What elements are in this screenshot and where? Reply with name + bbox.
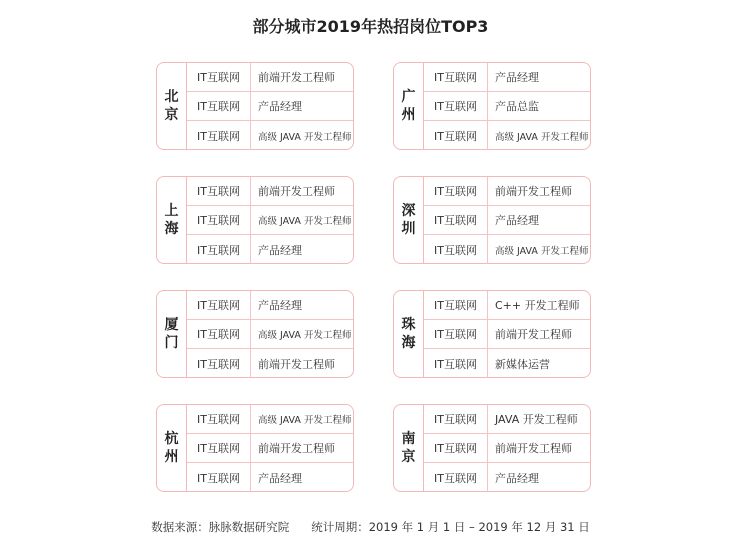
job-list bbox=[186, 405, 353, 491]
job-list bbox=[423, 63, 590, 149]
job-title: 高级 JAVA 开发工程师 bbox=[495, 245, 589, 257]
job-list bbox=[423, 177, 590, 263]
job-row bbox=[424, 177, 590, 206]
job-title: C++ 开发工程师 bbox=[495, 299, 580, 312]
data-source: 数据来源：脉脉数据研究院 bbox=[151, 520, 290, 534]
job-title: 产品总监 bbox=[495, 100, 539, 113]
industry-label: IT互联网 bbox=[187, 463, 251, 492]
footer bbox=[0, 519, 741, 535]
job-row bbox=[424, 121, 590, 150]
job-list bbox=[423, 291, 590, 377]
city-name bbox=[394, 291, 423, 377]
job-title: 前端开发工程师 bbox=[258, 185, 335, 198]
city-char: 南 bbox=[401, 431, 416, 447]
industry-label: IT互联网 bbox=[187, 121, 251, 150]
city-name bbox=[394, 63, 423, 149]
page-title: 部分城市2019年热招岗位TOP3 bbox=[252, 17, 489, 36]
job-row bbox=[187, 206, 353, 235]
job-row bbox=[187, 121, 353, 150]
job-title: 产品经理 bbox=[258, 299, 302, 312]
city-char: 上 bbox=[164, 203, 179, 219]
job-row bbox=[424, 206, 590, 235]
job-title: 高级 JAVA 开发工程师 bbox=[258, 330, 352, 341]
job-row bbox=[424, 63, 590, 92]
city-char: 门 bbox=[164, 335, 179, 351]
job-title: 高级 JAVA 开发工程师 bbox=[258, 415, 352, 426]
job-title: 前端开发工程师 bbox=[495, 185, 572, 198]
job-row bbox=[424, 405, 590, 434]
job-title: 产品经理 bbox=[495, 71, 539, 84]
industry-label: IT互联网 bbox=[424, 235, 488, 264]
job-row bbox=[187, 63, 353, 92]
industry-label: IT互联网 bbox=[424, 206, 488, 234]
job-row bbox=[187, 177, 353, 206]
city-card bbox=[156, 404, 354, 492]
job-row bbox=[187, 235, 353, 264]
industry-label: IT互联网 bbox=[424, 434, 488, 462]
job-row bbox=[187, 291, 353, 320]
job-row bbox=[424, 235, 590, 264]
city-char: 杭 bbox=[164, 431, 179, 447]
city-char: 北 bbox=[164, 89, 179, 105]
industry-label: IT互联网 bbox=[424, 177, 488, 205]
job-title: 产品经理 bbox=[495, 471, 539, 485]
stat-period: 统计周期：2019 年 1 月 1 日 – 2019 年 12 月 31 日 bbox=[311, 520, 590, 534]
job-row bbox=[187, 434, 353, 463]
job-row bbox=[187, 463, 353, 492]
city-card bbox=[393, 404, 591, 492]
job-title: 前端开发工程师 bbox=[258, 357, 335, 371]
job-title: 前端开发工程师 bbox=[495, 328, 572, 341]
industry-label: IT互联网 bbox=[187, 235, 251, 264]
city-name bbox=[157, 291, 186, 377]
job-title: 高级 JAVA 开发工程师 bbox=[495, 131, 589, 143]
job-row bbox=[187, 320, 353, 349]
job-title: 产品经理 bbox=[258, 100, 302, 113]
job-row bbox=[424, 92, 590, 121]
job-title: 产品经理 bbox=[495, 214, 539, 227]
city-char: 圳 bbox=[401, 221, 416, 237]
job-row bbox=[187, 92, 353, 121]
job-list bbox=[186, 291, 353, 377]
city-char: 广 bbox=[401, 89, 416, 105]
job-row bbox=[187, 405, 353, 434]
industry-label: IT互联网 bbox=[187, 92, 251, 120]
city-card bbox=[156, 290, 354, 378]
city-card bbox=[156, 62, 354, 150]
city-char: 京 bbox=[401, 449, 416, 465]
city-name bbox=[157, 177, 186, 263]
industry-label: IT互联网 bbox=[424, 63, 488, 91]
industry-label: IT互联网 bbox=[424, 349, 488, 378]
industry-label: IT互联网 bbox=[187, 434, 251, 462]
city-name bbox=[394, 405, 423, 491]
industry-label: IT互联网 bbox=[187, 206, 251, 234]
city-char: 海 bbox=[164, 221, 179, 237]
city-name bbox=[394, 177, 423, 263]
city-name bbox=[157, 63, 186, 149]
city-card bbox=[393, 62, 591, 150]
job-title: 产品经理 bbox=[258, 243, 302, 257]
job-row bbox=[424, 349, 590, 378]
industry-label: IT互联网 bbox=[187, 405, 251, 433]
industry-label: IT互联网 bbox=[187, 291, 251, 319]
job-title: 高级 JAVA 开发工程师 bbox=[258, 131, 352, 143]
job-title: JAVA 开发工程师 bbox=[495, 413, 578, 426]
job-row bbox=[187, 349, 353, 378]
city-char: 厦 bbox=[164, 317, 179, 333]
job-title: 新媒体运营 bbox=[495, 357, 550, 371]
industry-label: IT互联网 bbox=[187, 177, 251, 205]
industry-label: IT互联网 bbox=[424, 121, 488, 150]
industry-label: IT互联网 bbox=[187, 349, 251, 378]
city-char: 州 bbox=[164, 449, 179, 465]
job-list bbox=[423, 405, 590, 491]
city-char: 深 bbox=[401, 203, 416, 219]
industry-label: IT互联网 bbox=[424, 92, 488, 120]
job-title: 高级 JAVA 开发工程师 bbox=[258, 216, 352, 227]
city-char: 珠 bbox=[401, 317, 416, 333]
job-title: 产品经理 bbox=[258, 471, 302, 485]
industry-label: IT互联网 bbox=[424, 320, 488, 348]
job-list bbox=[186, 63, 353, 149]
city-card bbox=[156, 176, 354, 264]
industry-label: IT互联网 bbox=[424, 463, 488, 492]
city-card bbox=[393, 176, 591, 264]
job-row bbox=[424, 291, 590, 320]
city-card bbox=[393, 290, 591, 378]
city-char: 州 bbox=[401, 107, 416, 123]
industry-label: IT互联网 bbox=[424, 405, 488, 433]
job-list bbox=[186, 177, 353, 263]
industry-label: IT互联网 bbox=[187, 320, 251, 348]
industry-label: IT互联网 bbox=[424, 291, 488, 319]
city-char: 海 bbox=[401, 335, 416, 351]
city-name bbox=[157, 405, 186, 491]
city-char: 京 bbox=[164, 107, 179, 123]
job-title: 前端开发工程师 bbox=[258, 442, 335, 455]
job-title: 前端开发工程师 bbox=[258, 71, 335, 84]
job-row bbox=[424, 463, 590, 492]
job-row bbox=[424, 320, 590, 349]
job-row bbox=[424, 434, 590, 463]
job-title: 前端开发工程师 bbox=[495, 442, 572, 455]
industry-label: IT互联网 bbox=[187, 63, 251, 91]
